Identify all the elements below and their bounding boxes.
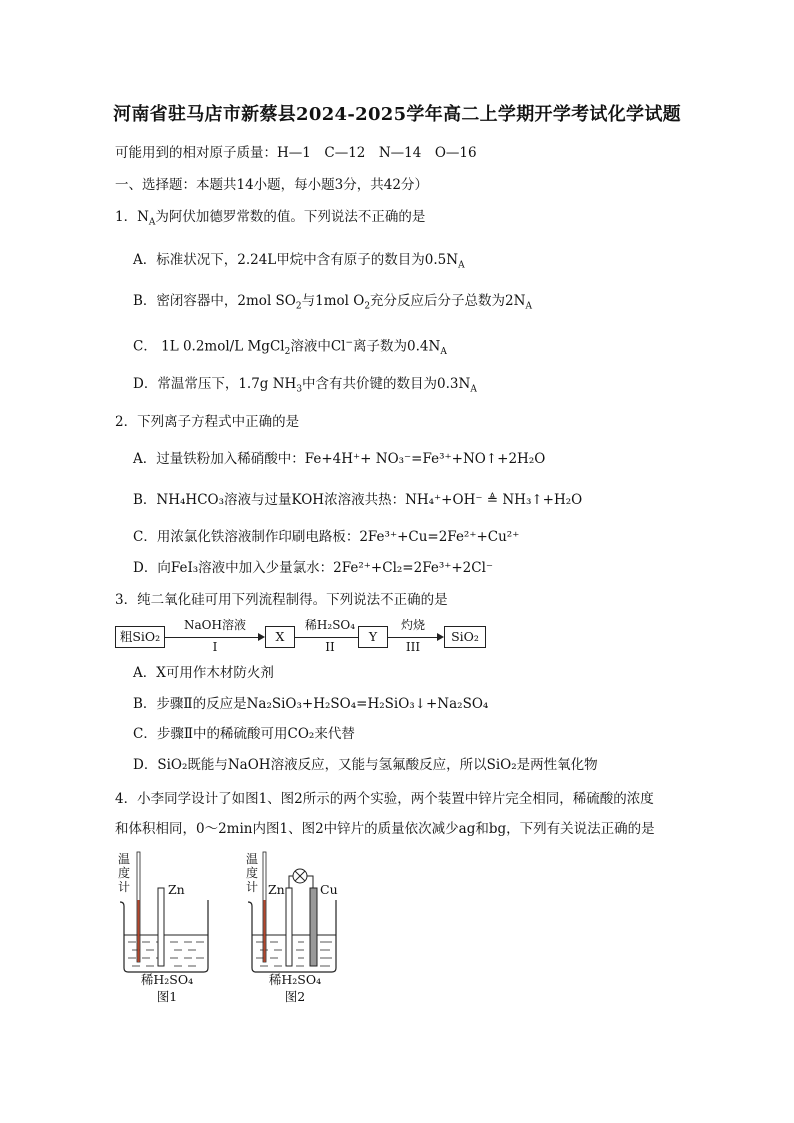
figure-1 — [112, 850, 222, 1005]
q3-stem: 3．纯二氧化硅可用下列流程制得。下列说法不正确的是 — [115, 592, 448, 608]
wire-icon — [289, 876, 293, 888]
flow-arrow-1 — [165, 637, 258, 638]
flow-step1-reagent: NaOH溶液 — [184, 618, 246, 632]
zinc-electrode-icon — [286, 888, 292, 966]
q3-option-c: C．步骤Ⅱ中的稀硫酸可用CO₂来代替 — [133, 726, 355, 742]
fig1-caption: 图1 — [156, 989, 178, 1004]
fig2-solution-label: 稀H₂SO₄ — [268, 972, 322, 987]
section-heading: 一、选择题：本题共14小题，每小题3分，共42分） — [115, 177, 428, 193]
q1-stem: 1．$N_A$为阿伏加德罗常数的值。下列说法不正确的是 — [115, 209, 426, 228]
fig2-thermometer-label: 温 度 计 — [246, 852, 259, 894]
liquid-hatching — [256, 942, 332, 966]
atomic-masses: 可能用到的相对原子质量：H—1 C—12 N—14 O—16 — [115, 145, 477, 161]
fig2-zn-label: Zn — [268, 882, 285, 897]
fig1-solution-label: 稀H₂SO₄ — [140, 972, 194, 987]
page-title: 河南省驻马店市新蔡县2024-2025学年高二上学期开学考试化学试题 — [113, 104, 681, 125]
flow-arrowhead-3 — [437, 633, 444, 641]
q2-option-a: A．过量铁粉加入稀硝酸中：Fe+4H⁺+ NO₃⁻=Fe³⁺+NO↑+2H₂O — [133, 451, 546, 467]
flow-step2-reagent: 稀H₂SO₄ — [304, 618, 356, 632]
q3-option-a: A．X可用作木材防火剂 — [133, 665, 274, 681]
figure-2 — [240, 850, 350, 1005]
q4-stem-line2: 和体积相同，0～2min内图1、图2中锌片的质量依次减少ag和bg，下列有关说法正确的是 — [115, 821, 655, 837]
flow-step3-number: III — [405, 640, 421, 654]
flow-arrow-3 — [388, 637, 437, 638]
fig2-caption: 图2 — [284, 989, 306, 1004]
flow-box-x: X — [265, 626, 295, 648]
copper-electrode-icon — [310, 888, 317, 966]
flow-box-y: Y — [358, 626, 388, 648]
q1-option-b: B．密闭容器中，2mol $SO_2$与1mol $O_2$充分反应后分子总数为$2N_A$ — [133, 293, 532, 312]
q1-option-a: A．标准状况下，2.24L甲烷中含有原子的数目为$0.5N_A$ — [133, 252, 465, 271]
fig1-zn-label: Zn — [168, 882, 185, 897]
q1-option-d: D．常温常压下，1.7g $NH_3$中含有共价键的数目为$0.3N_A$ — [133, 376, 477, 395]
fig1-thermometer-label: 温 度 计 — [118, 852, 131, 894]
q2-stem: 2．下列离子方程式中正确的是 — [115, 414, 300, 430]
q3-option-d: D．SiO₂既能与NaOH溶液反应，又能与氢氟酸反应，所以SiO₂是两性氧化物 — [133, 757, 598, 773]
flow-box-end: SiO₂ — [444, 626, 486, 648]
flow-step1-number: I — [212, 640, 218, 654]
flow-step2-number: II — [325, 640, 335, 654]
flow-box-start: 粗SiO₂ — [115, 626, 165, 648]
q1-option-c: C． 1L 0.2mol/L MgCl$_2$溶液中Cl−离子数为$0.4N_A$ — [133, 338, 447, 358]
q2-option-d: D．向FeI₃溶液中加入少量氯水：2Fe²⁺+Cl₂=2Fe³⁺+2Cl⁻ — [133, 560, 494, 576]
flow-arrow-2 — [295, 637, 358, 638]
q3-flow-diagram — [115, 620, 495, 660]
fig2-cu-label: Cu — [320, 882, 338, 897]
q4-stem-line1: 4．小李同学设计了如图1、图2所示的两个实验，两个装置中锌片完全相同，稀硫酸的浓度 — [115, 791, 654, 807]
zinc-electrode-icon — [158, 888, 164, 966]
q3-option-b: B．步骤Ⅱ的反应是Na₂SiO₃+H₂SO₄=H₂SiO₃↓+Na₂SO₄ — [133, 696, 489, 712]
q2-option-c: C．用浓氯化铁溶液制作印刷电路板：2Fe³⁺+Cu=2Fe²⁺+Cu²⁺ — [133, 529, 520, 545]
q2-option-b: B．NH₄HCO₃溶液与过量KOH浓溶液共热：NH₄⁺+OH⁻ ≜ NH₃↑+H₂O — [133, 492, 583, 508]
flow-step3-reagent: 灼烧 — [400, 618, 425, 632]
